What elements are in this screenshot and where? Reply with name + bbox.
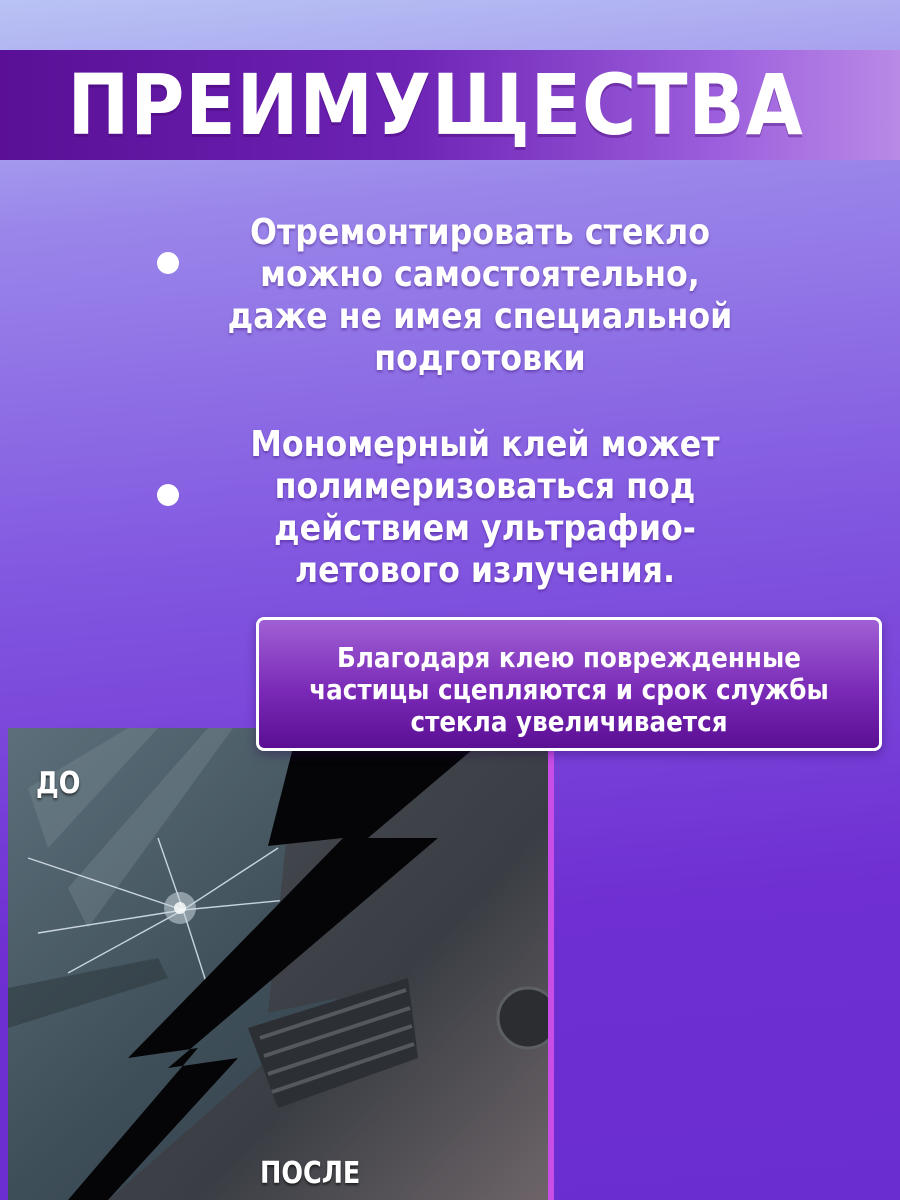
- advantage-1-text: [216, 212, 744, 380]
- before-label: ДО: [36, 766, 81, 801]
- advantage-2-line: Мономерный клей может: [250, 424, 720, 465]
- advantage-1-line: Отремонтировать стекло: [250, 212, 710, 253]
- callout-line: частицы сцепляются и срок службы: [309, 673, 829, 706]
- page-title: ПРЕИМУЩЕСТВА: [67, 56, 804, 154]
- callout-text: [296, 642, 842, 738]
- advantage-1-line: подготовки: [374, 338, 586, 379]
- before-after-photo: [8, 728, 554, 1200]
- advantage-2-line: полимеризоваться под: [274, 466, 696, 507]
- advantage-2-line: летового излучения.: [294, 550, 676, 591]
- advantage-2-text: [221, 424, 749, 592]
- after-label: ПОСЛЕ: [260, 1156, 361, 1191]
- bullet-point-1: [157, 252, 179, 274]
- bullet-point-2: [157, 484, 179, 506]
- callout-line: стекла увеличивается: [410, 705, 728, 738]
- benefit-callout: [256, 617, 882, 751]
- advantage-1-line: даже не имея специальной: [227, 296, 733, 337]
- windshield-illustration: [8, 728, 548, 1200]
- callout-line: Благодаря клею поврежденные: [337, 641, 801, 674]
- advantage-2-line: действием ультрафио-: [274, 508, 696, 549]
- advantage-1-line: можно самостоятельно,: [260, 254, 700, 295]
